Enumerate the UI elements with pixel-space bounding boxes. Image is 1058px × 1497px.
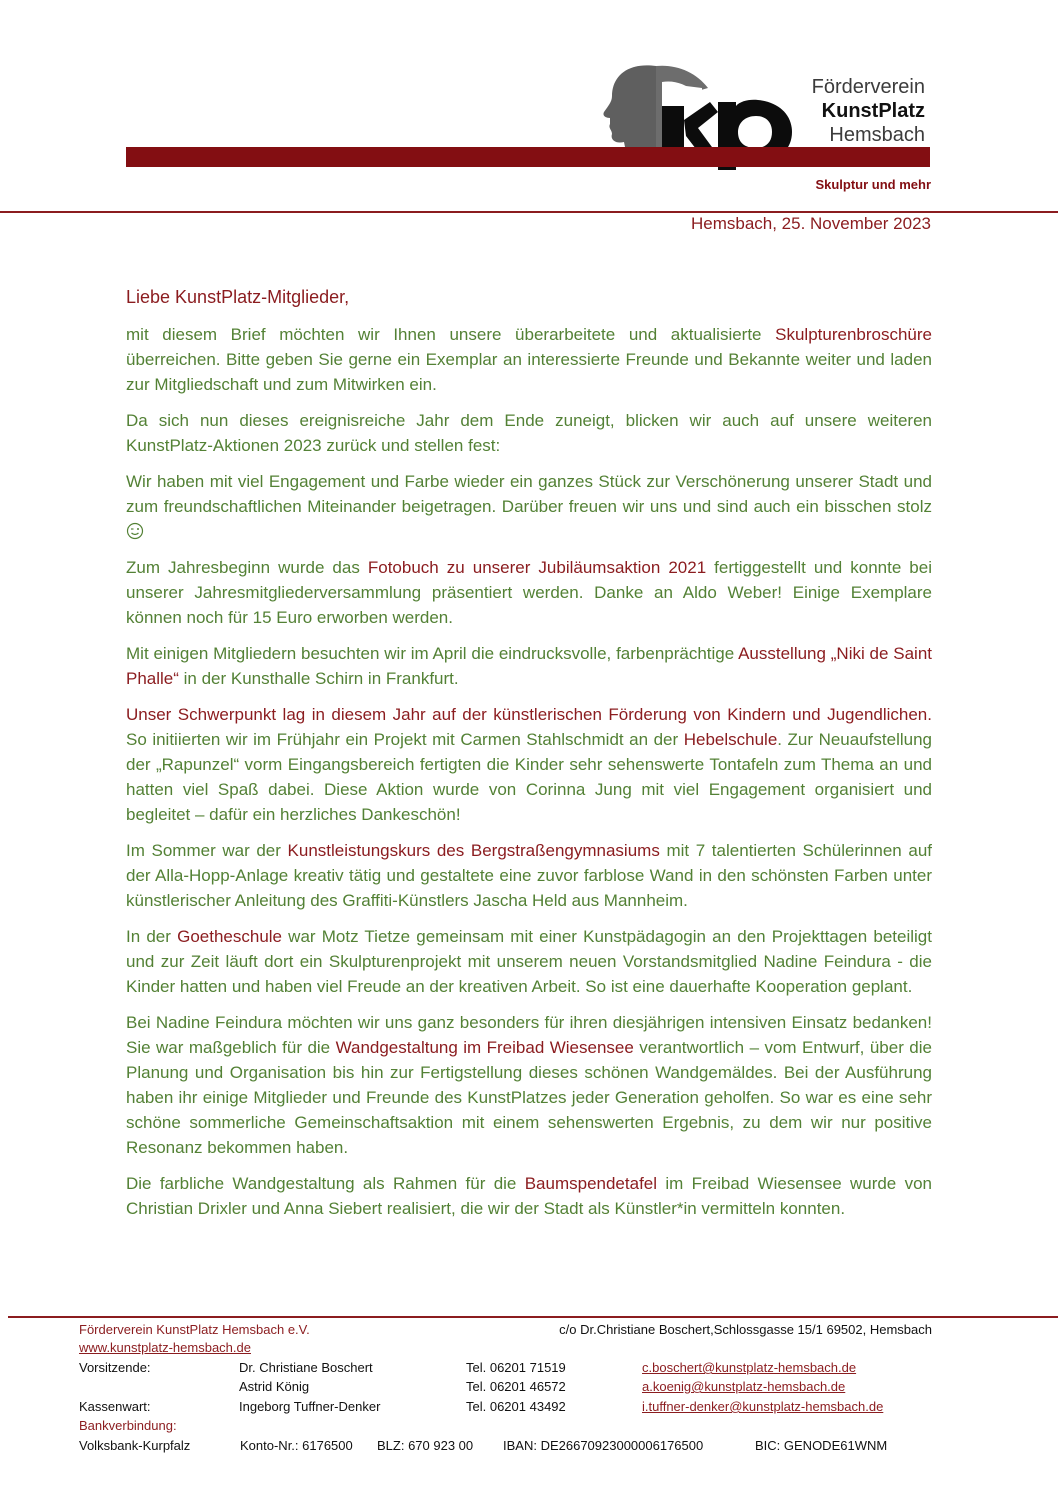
paragraph-3-text: Wir haben mit viel Engagement und Farbe wieder ein ganzes Stück zur Verschönerung unserer Stadt und zum freundschaftlichen Miteinander beigetragen. Darüber freuen wir uns und sind auch ein bisschen stolz (126, 472, 932, 516)
footer-website-link[interactable]: www.kunstplatz-hemsbach.de (79, 1340, 251, 1355)
paragraph-8-text: In der (126, 927, 178, 946)
paragraph-6-text: So initiierten wir im Frühjahr ein Projekt mit Carmen Stahlschmidt an der (126, 730, 684, 749)
org-line-3: Hemsbach (829, 124, 925, 146)
letter-body (126, 322, 932, 1232)
highlight-schwerpunkt: Unser Schwerpunkt lag in diesem Jahr auf der künstlerischen Förderung von Kindern und Jugendlichen. (126, 705, 932, 724)
highlight-baumspendetafel: Baumspendetafel (524, 1174, 658, 1193)
paragraph-6 (126, 702, 932, 827)
footer-bic: BIC: GENODE61WNM (755, 1438, 888, 1453)
paragraph-5 (126, 641, 932, 691)
highlight-skulpturenbroschuere: Skulpturenbroschüre (775, 325, 932, 344)
paragraph-9-text-end: verantwortlich – vom Entwurf, über die Planung und Organisation bis hin zur Fertigstellung dieses schönen Wandgemäldes. Bei der Ausführung haben ihr einige Mitglieder und Freunde des KunstPlatzes jeder Generation geholfen. So war es eine sehr schöne sommerliche Gemeinschaftsaktion mit einem sehenswerten Ergebnis, zu dem wir nur positive Resonanz bekommen haben. (126, 1038, 932, 1157)
paragraph-2: Da sich nun dieses ereignisreiche Jahr dem Ende zuneigt, blicken wir auch auf unsere weiteren KunstPlatz-Aktionen 2023 zurück und stellen fest: (126, 411, 932, 455)
paragraph-9-text: Bei Nadine Feindura möchten wir uns ganz besonders für ihren diesjährigen intensiven Einsatz bedanken! Sie war maßgeblich für die (126, 1013, 932, 1057)
paragraph-6-text-end: . Zur Neuaufstellung der „Rapunzel“ vorm Eingangsbereich fertigten die Kinder sehr sehenswerte Tontafeln zum Thema an und hatten viel Spaß dabei. Diese Aktion wurde von Corinna Jung mit viel Engagement organisiert und begleitet – dafür ein herzliches Dankeschön! (126, 730, 932, 824)
org-line-1: Förderverein (811, 76, 925, 98)
paragraph-3 (126, 469, 932, 544)
paragraph-7-text: Im Sommer war der (126, 841, 288, 860)
paragraph-10-text: Die farbliche Wandgestaltung als Rahmen für die (126, 1174, 525, 1193)
paragraph-4 (126, 555, 932, 630)
footer-address: c/o Dr.Christiane Boschert,Schlossgasse 15/1 69502, Hemsbach (559, 1322, 932, 1337)
highlight-goetheschule: Goetheschule (177, 927, 282, 946)
paragraph-4-text: Zum Jahresbeginn wurde das (126, 558, 368, 577)
org-wordmark (812, 75, 925, 147)
header-bar (126, 147, 930, 167)
footer-tel-chair-1: Tel. 06201 71519 (466, 1360, 566, 1375)
org-line-2: KunstPlatz (821, 100, 925, 122)
footer-divider (8, 1316, 1058, 1318)
paragraph-1-text-end: überreichen. Bitte geben Sie gerne ein Exemplar an interessierte Freunde und Bekannte weiter und laden zur Mitgliedschaft und zum Mitwirken ein. (126, 350, 932, 394)
footer-tel-chair-2: Tel. 06201 46572 (466, 1379, 566, 1394)
paragraph-5-text: Mit einigen Mitgliedern besuchten wir im April die eindrucksvolle, farbenprächtige (126, 644, 739, 663)
highlight-ausstellung: Ausstellung „Niki de Saint Phalle“ (126, 644, 932, 688)
footer-email-treasurer[interactable]: i.tuffner-denker@kunstplatz-hemsbach.de (642, 1399, 884, 1414)
header-divider (0, 211, 1058, 213)
paragraph-4-text-end: fertiggestellt und konnte bei unserer Jahresmitgliederversammlung präsentiert werden. Danke an Aldo Weber! Einige Exemplare können noch für 15 Euro erworben werden. (126, 558, 932, 627)
highlight-kunstleistungskurs: Kunstleistungskurs des Bergstraßengymnasiums (287, 841, 660, 860)
footer-tel-treasurer: Tel. 06201 43492 (466, 1399, 566, 1414)
footer-blz: BLZ: 670 923 00 (377, 1438, 474, 1453)
footer-iban: IBAN: DE26670923000006176500 (503, 1438, 704, 1453)
footer-name-chair-1: Dr. Christiane Boschert (239, 1360, 373, 1375)
footer-name-chair-2: Astrid König (239, 1379, 310, 1394)
footer-role-treasurer: Kassenwart: (79, 1399, 151, 1414)
winking-smiley-icon (126, 522, 144, 540)
footer-bank-label: Bankverbindung: (79, 1418, 177, 1433)
paragraph-9 (126, 1010, 932, 1160)
footer-org-name: Förderverein KunstPlatz Hemsbach e.V. (79, 1322, 310, 1337)
paragraph-1-text: mit diesem Brief möchten wir Ihnen unsere überarbeitete und aktualisierte (126, 325, 776, 344)
paragraph-10-text-end: im Freibad Wiesensee wurde von Christian Drixler und Anna Siebert realisiert, die wir der Stadt als Künstler*in vermitteln konnten. (126, 1174, 932, 1218)
salutation: Liebe KunstPlatz-Mitglieder, (126, 287, 350, 307)
letter-date: Hemsbach, 25. November 2023 (690, 214, 931, 233)
paragraph-8 (126, 924, 932, 999)
paragraph-8-text-end: war Motz Tietze gemeinsam mit einer Kunstpädagogin an den Projekttagen beteiligt und zur Zeit läuft dort ein Skulpturenprojekt mit unserem neuen Vorstandsmitglied Nadine Feindura - die Kinder hatten und haben viel Freude an der kreativen Arbeit. So ist eine dauerhafte Kooperation geplant. (126, 927, 932, 996)
highlight-wandgestaltung: Wandgestaltung im Freibad Wiesensee (335, 1038, 634, 1057)
paragraph-1 (126, 322, 932, 397)
paragraph-7 (126, 838, 932, 913)
footer-email-chair-2[interactable]: a.koenig@kunstplatz-hemsbach.de (642, 1379, 846, 1394)
footer-role-chair: Vorsitzende: (79, 1360, 151, 1375)
tagline: Skulptur und mehr (815, 177, 931, 192)
highlight-fotobuch: Fotobuch zu unserer Jubiläumsaktion 2021 (367, 558, 707, 577)
footer-konto: Konto-Nr.: 6176500 (240, 1438, 353, 1453)
paragraph-10 (126, 1171, 932, 1221)
paragraph-5-text-end: in der Kunsthalle Schirn in Frankfurt. (178, 669, 459, 688)
paragraph-7-text-end: mit 7 talentierten Schülerinnen auf der Alla-Hopp-Anlage kreativ tätig und gestaltete eine zuvor farblose Wand in den schönsten Farben unter künstlerischer Anleitung des Graffiti-Künstlers Jascha Held aus Mannheim. (126, 841, 932, 910)
footer-name-treasurer: Ingeborg Tuffner-Denker (239, 1399, 381, 1414)
footer-email-chair-1[interactable]: c.boschert@kunstplatz-hemsbach.de (642, 1360, 857, 1375)
highlight-hebelschule: Hebelschule (683, 730, 778, 749)
footer-bank-name: Volksbank-Kurpfalz (79, 1438, 191, 1453)
